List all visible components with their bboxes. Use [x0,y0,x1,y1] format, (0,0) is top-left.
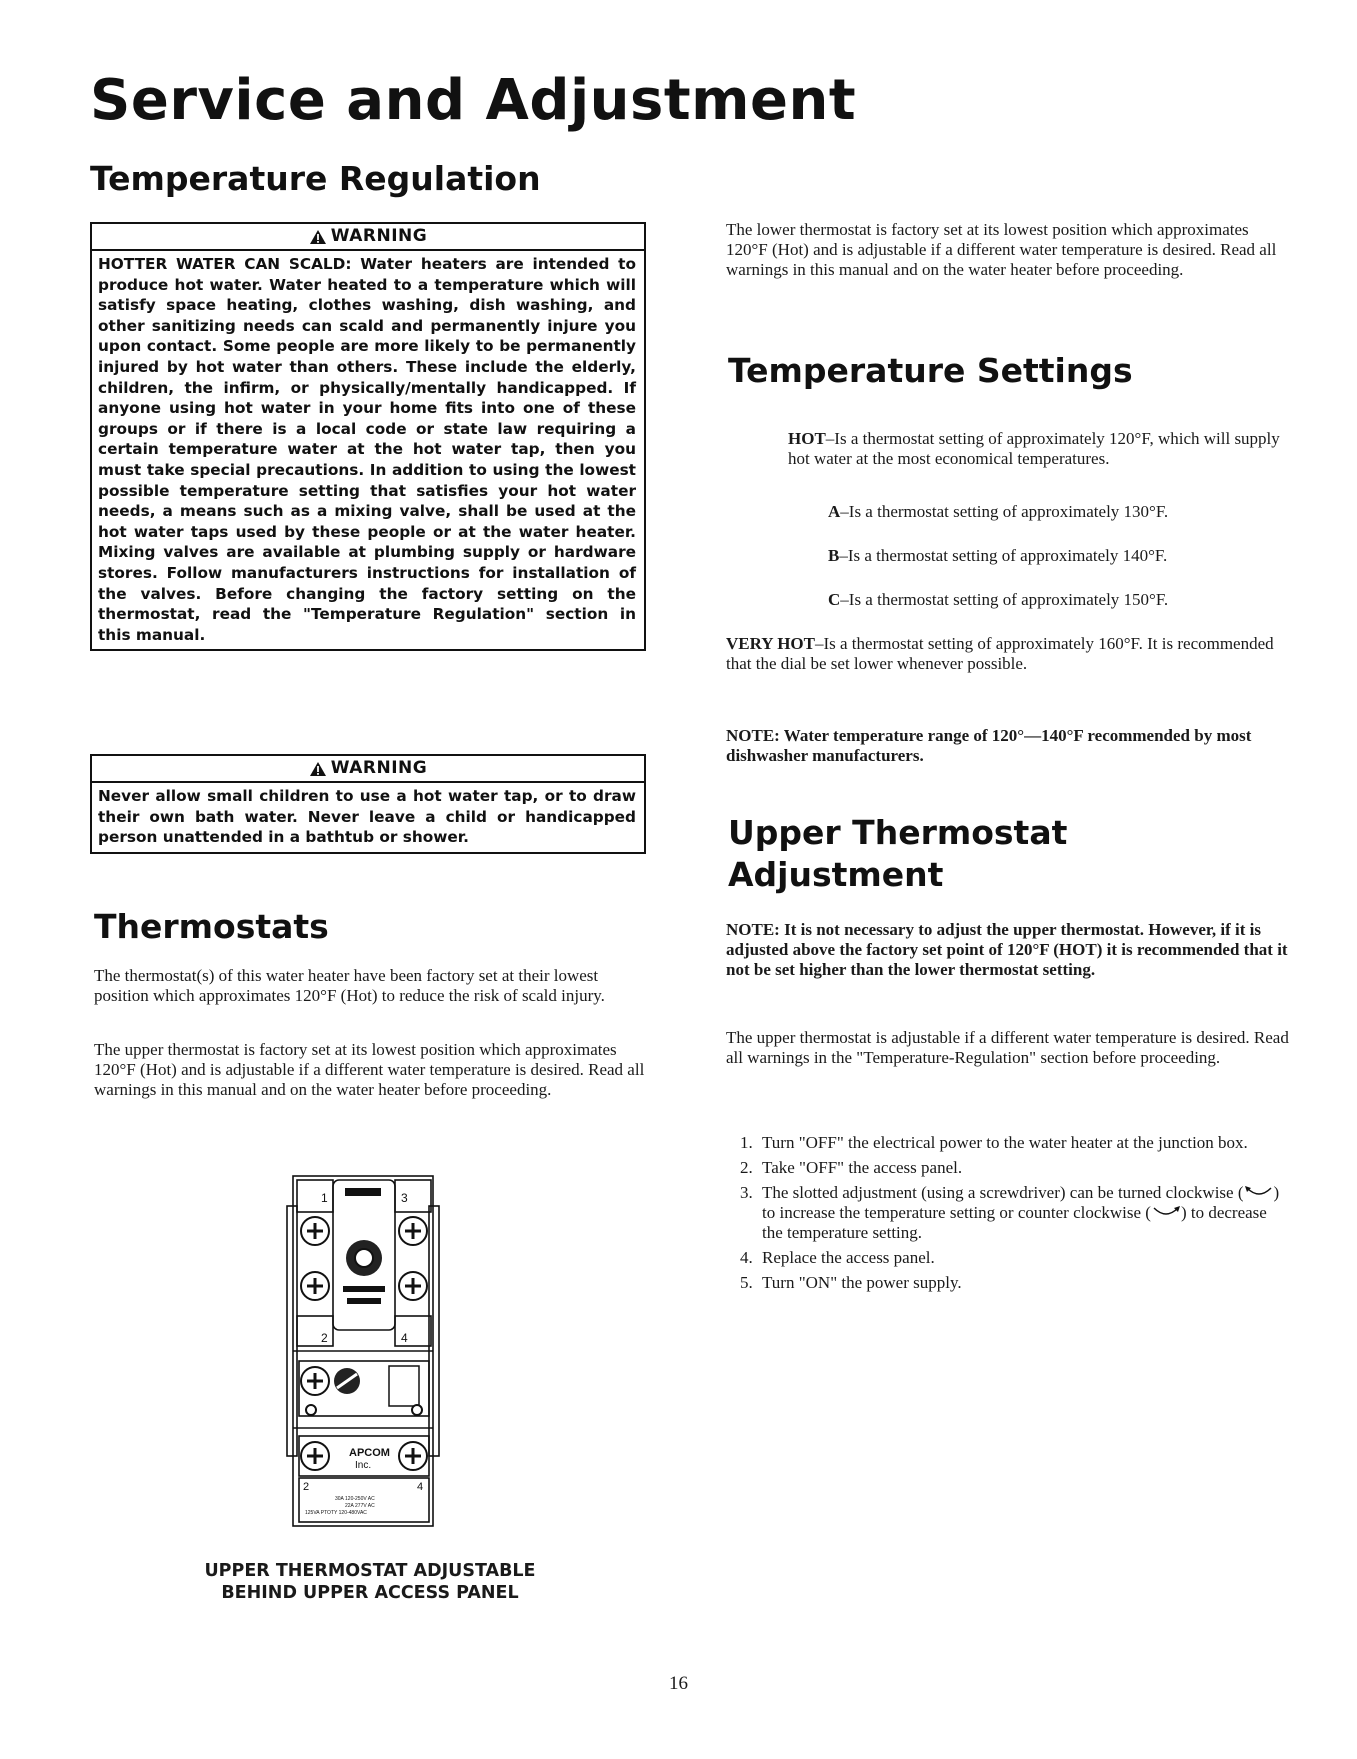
thermostats-paragraph-2: The upper thermostat is factory set at its lowest position which approximates 120°F (Hot) and is adjustable if a different water temperature is desired. Read all warnings in this manual and on the water heater before proceeding. [94,1040,645,1099]
step-item [726,1183,1290,1243]
thermostats-heading: Thermostats [94,907,329,946]
warning-label: WARNING [330,758,428,779]
warning-text: HOTTER WATER CAN SCALD: Water heaters are intended to produce hot water. Water heated to a temperature which will satisfy space heating, clothes washing, dish washing, and other sanitizing needs can scald and permanently injure you upon contact. Some people are more likely to be permanently injured by hot water than others. These include the elderly, children, the infirm, or physically/mentally handicapped. If anyone using hot water in your home fits into one of these groups or if there is a local code or state law requiring a certain temperature water at the hot water tap, then you must take special precautions. In addition to using the lowest possible temperature setting that satisfies your hot water needs, a means such as a mixing valve, shall be used at the hot water taps used by these people or at the water heater. Mixing valves are available at plumbing supply or hardware stores. Follow manufacturers instructions for installation of the valves. Before changing the factory setting on the thermostat, read the "Temperature Regulation" section in this manual. [98,255,636,644]
setting-very-hot [726,634,1291,674]
setting-label: B [828,546,840,565]
step-text: Take "OFF" the access panel. [762,1158,963,1177]
page-title: Service and Adjustment [90,68,857,133]
step-number: 2. [740,1158,753,1177]
step-text: Replace the access panel. [762,1248,935,1267]
setting-text: –Is a thermostat setting of approximately 140°F. [839,546,1168,565]
upper-thermostat-heading [728,812,1067,896]
upper-thermostat-note: NOTE: It is not necessary to adjust the upper thermostat. However, if it is adjusted above the factory set point of 120°F (HOT) it is recommended that it not be set higher than the lower thermostat setting. [726,920,1288,979]
step-text: The slotted adjustment (using a screwdriver) can be turned clockwise ( [762,1183,1244,1202]
warning-label: WARNING [330,226,428,247]
warning-box-children [90,754,646,854]
step-item [726,1273,1290,1293]
dishwasher-note: NOTE: Water temperature range of 120°—140°F recommended by most dishwasher manufacturers. [726,726,1252,765]
upper-thermostat-paragraph: The upper thermostat is adjustable if a different water temperature is desired. Read all warnings in the "Temperature-Regulation" section before proceeding. [726,1028,1289,1067]
heading-line: Upper Thermostat [728,813,1068,852]
warning-text: Never allow small children to use a hot water tap, or to draw their own bath water. Never leave a child or handicapped person unattended in a bathtub or shower. [98,787,636,847]
rating-label: 125VA PTOTY 120-480VAC [305,1510,367,1516]
setting-text: –Is a thermostat setting of approximately 120°F, which will supply hot water at the most economical temperatures. [788,429,1280,468]
setting-a [828,502,1288,522]
step-number: 1. [740,1133,753,1152]
step-text: Turn "ON" the power supply. [762,1273,962,1292]
rating-label: 30A 120-250V AC [335,1496,375,1502]
heading-line: Adjustment [728,855,944,894]
terminal-label: 4 [417,1481,424,1493]
setting-text: –Is a thermostat setting of approximately 130°F. [840,502,1169,521]
step-item [726,1133,1290,1153]
setting-hot [788,429,1288,469]
lower-thermostat-paragraph: The lower thermostat is factory set at its lowest position which approximates 120°F (Hot) and is adjustable if a different water temperature is desired. Read all warnings in this manual and on the water heater before proceeding. [726,220,1277,279]
clockwise-arrow-icon [1244,1186,1274,1198]
page-number: 16 [669,1673,688,1694]
setting-b [828,546,1288,566]
adjustment-steps [726,1133,1290,1298]
upper-thermostat-illustration [285,1166,445,1536]
setting-text: –Is a thermostat setting of approximately 160°F. It is recommended that the dial be set lower whenever possible. [726,634,1274,673]
terminal-label: 4 [401,1331,408,1345]
warning-triangle-icon [309,229,327,245]
step-number: 5. [740,1273,753,1292]
warning-header [92,756,644,783]
step-item [726,1158,1290,1178]
setting-c [828,590,1288,610]
terminal-label: 2 [321,1331,328,1345]
step-text: ) to increase the temperature setting or counter clockwise ( [762,1183,1280,1222]
temperature-settings-heading: Temperature Settings [728,351,1133,390]
brand-label: Inc. [355,1460,372,1471]
caption-line: UPPER THERMOSTAT ADJUSTABLE [204,1561,536,1581]
step-number: 3. [740,1183,753,1202]
terminal-label: 3 [401,1191,408,1205]
warning-header [92,224,644,251]
setting-label: VERY HOT [726,634,815,653]
step-text: ) to decrease the temperature setting. [762,1203,1267,1242]
setting-text: –Is a thermostat setting of approximately 150°F. [840,590,1169,609]
step-number: 4. [740,1248,753,1267]
setting-label: A [828,502,841,521]
terminal-label: 1 [321,1191,328,1205]
figure-caption [140,1560,600,1604]
counter-clockwise-arrow-icon [1151,1206,1181,1218]
warning-box-scald [90,222,646,651]
brand-label: APCOM [349,1447,390,1459]
step-text: Turn "OFF" the electrical power to the water heater at the junction box. [762,1133,1248,1152]
warning-triangle-icon [309,761,327,777]
step-item [726,1248,1290,1268]
caption-line: BEHIND UPPER ACCESS PANEL [221,1583,519,1603]
terminal-label: 2 [303,1481,310,1493]
rating-label: 22A 277V AC [345,1503,375,1509]
temperature-regulation-heading: Temperature Regulation [90,159,541,198]
setting-label: HOT [788,429,826,448]
thermostats-paragraph-1: The thermostat(s) of this water heater have been factory set at their lowest position which approximates 120°F (Hot) to reduce the risk of scald injury. [94,966,605,1005]
setting-label: C [828,590,841,609]
